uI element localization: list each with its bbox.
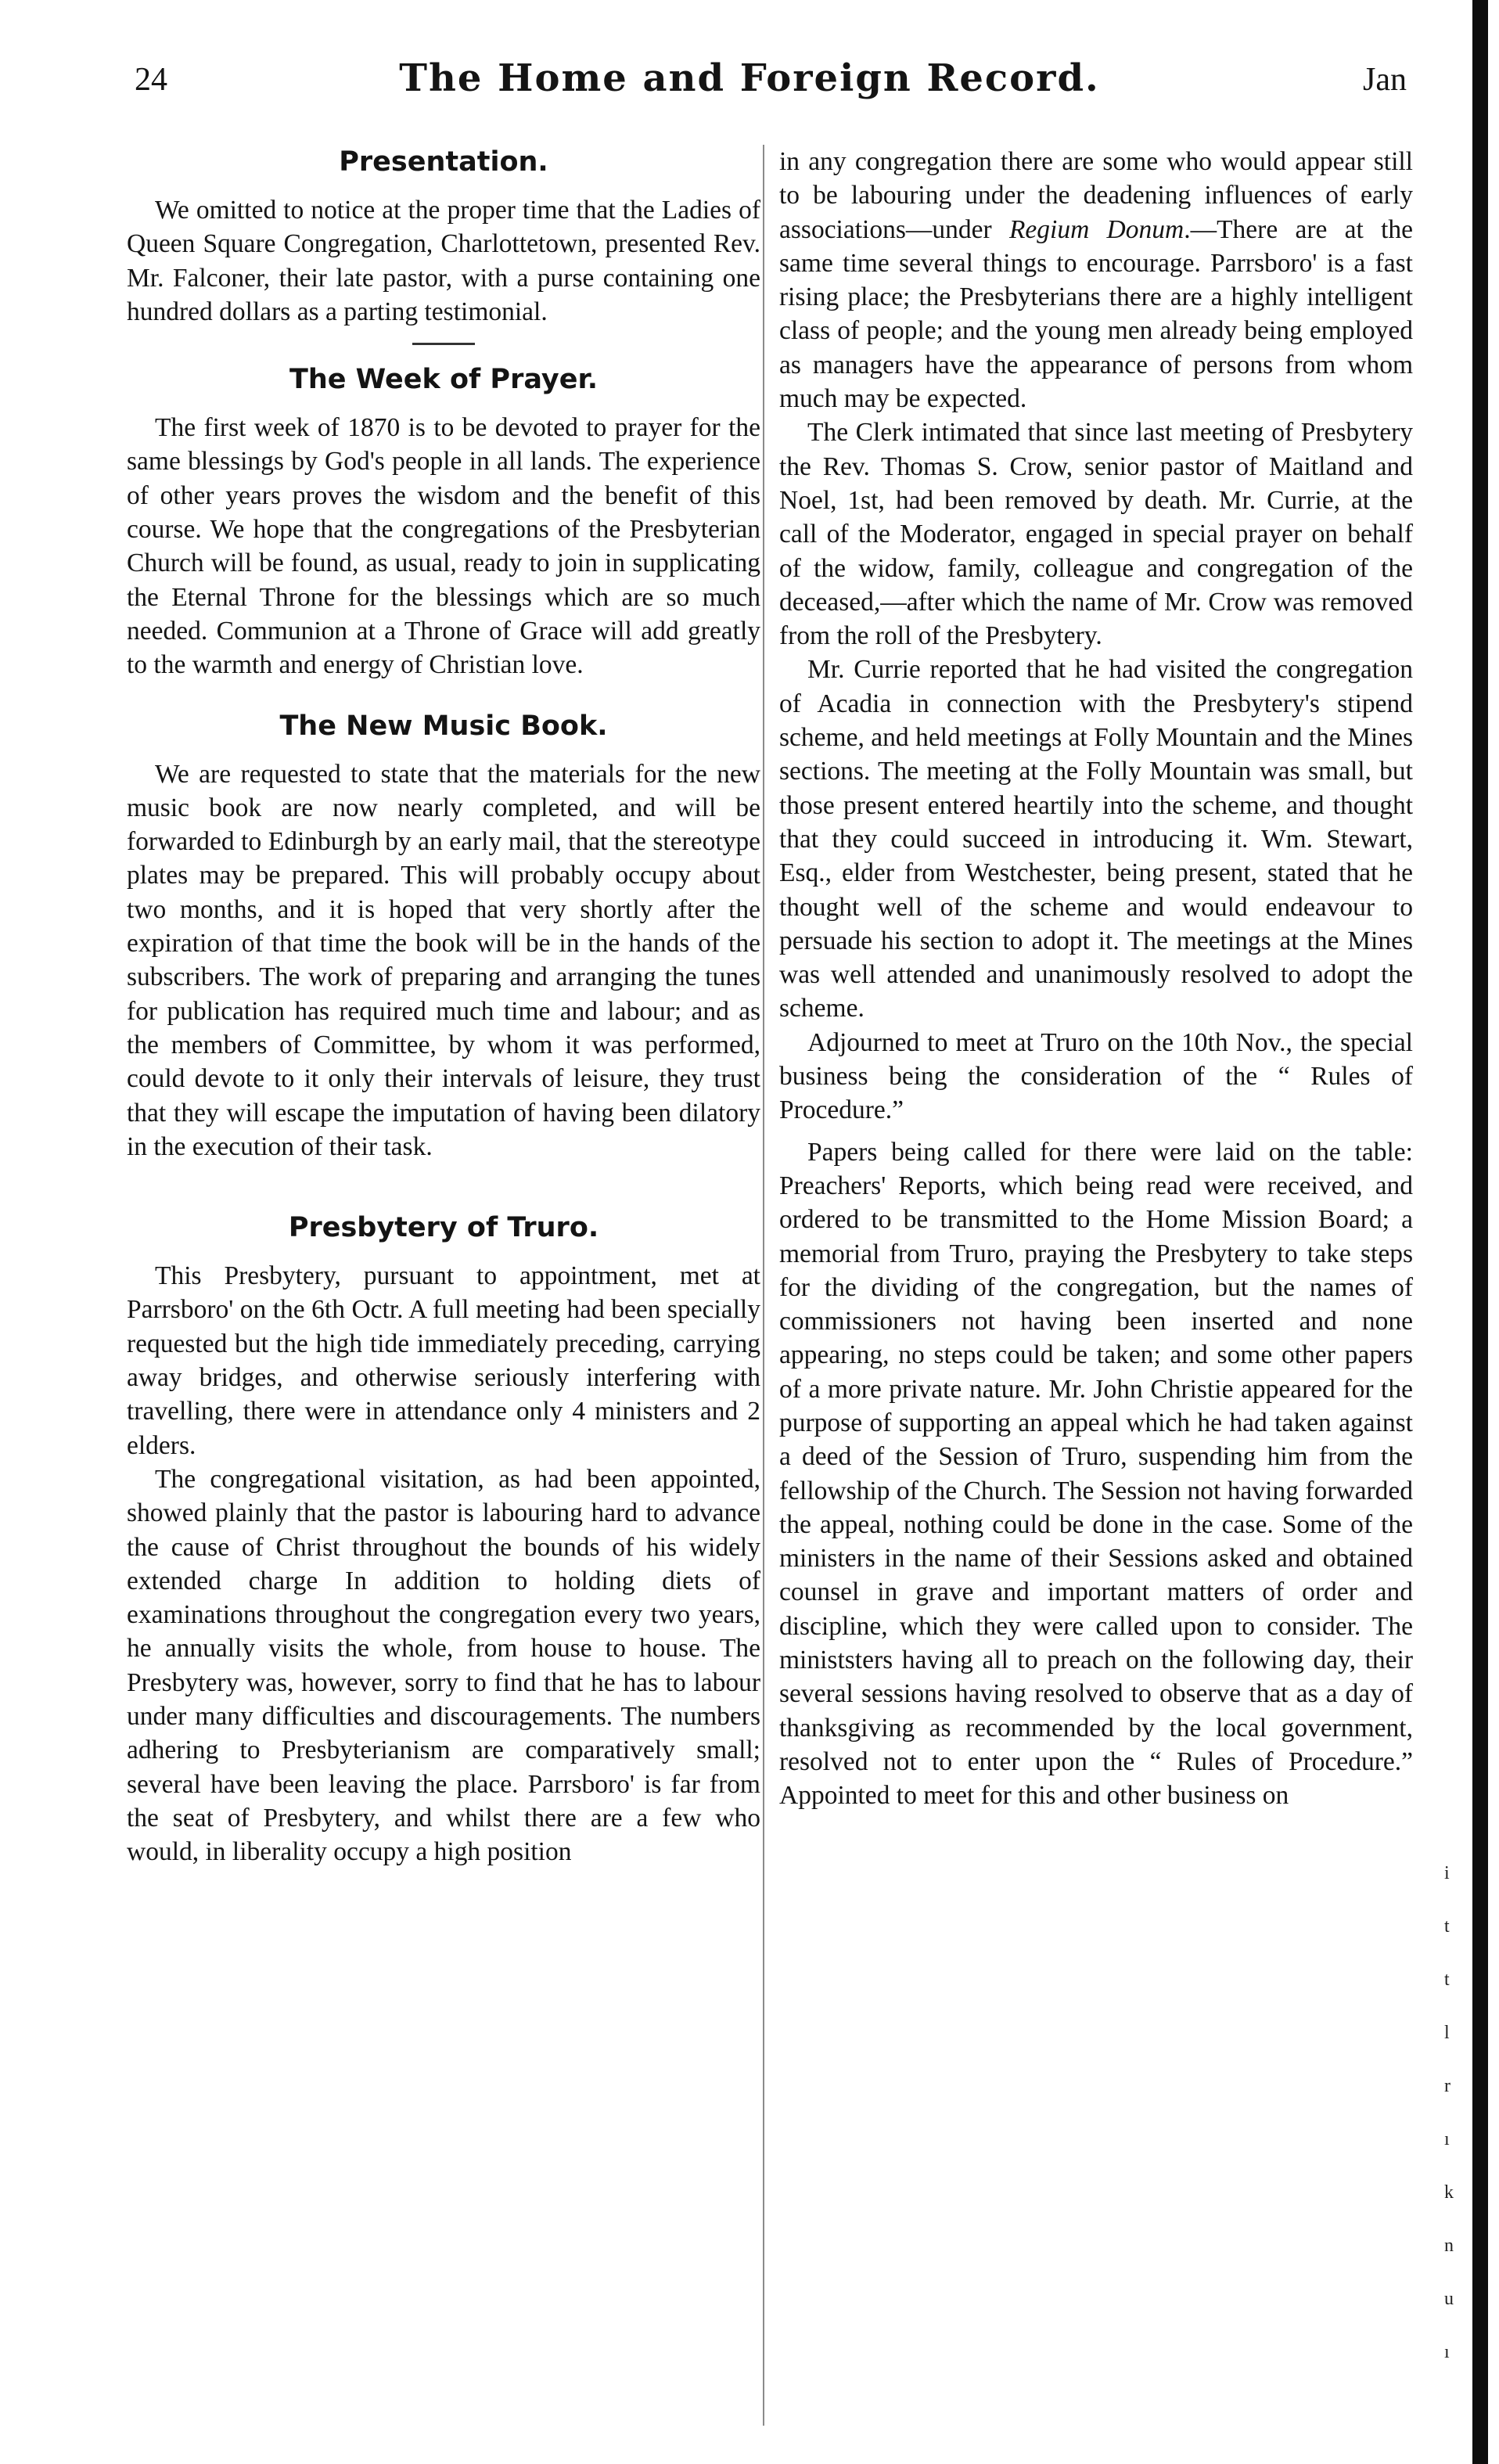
binding-edge bbox=[1472, 0, 1488, 2464]
truro-heading: Presbytery of Truro. bbox=[288, 1212, 599, 1244]
continuation-text-a: in any congregation there are some who would appear still to be labouring under the deadening influences of early associations—under bbox=[779, 147, 1413, 244]
presentation-paragraph: We omitted to notice at the proper time that the Ladies of Queen Square Congregation, Charlottetown, presented Rev. Mr. Falconer, their late pastor, with a purse containing one hundred dollars as a parting testimonial. bbox=[127, 196, 760, 326]
journal-title: The Home and Foreign Record. bbox=[399, 56, 1100, 100]
margin-fragment: ı bbox=[1444, 2129, 1450, 2149]
page-header bbox=[0, 56, 1499, 116]
right-column bbox=[779, 145, 1413, 1813]
margin-fragment: n bbox=[1444, 2236, 1454, 2256]
margin-fragment: u bbox=[1444, 2289, 1454, 2309]
regium-donum: Regium Donum bbox=[1008, 214, 1184, 244]
column-rule bbox=[763, 145, 764, 2426]
truro-continuation bbox=[779, 145, 1413, 415]
week-of-prayer-heading: The Week of Prayer. bbox=[289, 364, 599, 396]
presentation-heading: Presentation. bbox=[339, 146, 548, 178]
truro-paragraph-2: The congregational visitation, as had been appointed, showed plainly that the pastor is labouring hard to advance the cause of Christ throughout the bounds of his widely extended charge In addition to holding diets of examinations throughout the congregation every two years, he annually visits the whole, from house to house. The Presbytery was, however, sorry to find that he has to labour under many difficulties and discouragements. The numbers adhering to Presbyterianism are comparatively small; several have been leaving the place. Parrsboro' is far from the seat of Presbytery, and whilst there are a few who would, in liberality occupy a high position bbox=[127, 1464, 760, 1867]
truro-paragraph-1: This Presbytery, pursuant to appointment, met at Parrsboro' on the 6th Octr. A full meeting had been specially requested but the high tide immediately preceding, carrying away bridges, and otherwise seriously interfering with travelling, there were in attendance only 4 ministers and 2 elders. bbox=[127, 1261, 760, 1460]
margin-fragment: t bbox=[1444, 1916, 1450, 1937]
truro-paragraph-6: Papers being called for there were laid on the table: Preachers' Reports, which being read were received, and ordered to be transmitted to the Home Mission Board; a memorial from Truro, praying the Presbytery to take steps for the dividing of the congregation, but the names of commissioners not having been inserted and none appearing, no steps could be taken; and some other papers of a more private nature. Mr. John Christie appeared for the purpose of supporting an appeal which he had taken against a deed of the Session of Truro, suspending him from the fellowship of the Church. The Session not having forwarded the appeal, nothing could be done in the case. Some of the ministers in the name of their Sessions asked and obtained counsel in grave and important matters of order and discipline, which they were called upon to consider. The ministsters having all to preach on the following day, their several sessions having resolved to observe that as a day of thanksgiving as recommended by the local government, resolved not to enter upon the “ Rules of Procedure.” Appointed to meet for this and other business on bbox=[779, 1137, 1413, 1811]
page-number: 24 bbox=[135, 62, 167, 98]
truro-paragraph-4: Mr. Currie reported that he had visited the congregation of Acadia in connection with the Presbytery's stipend scheme, and held meetings at Folly Mountain and the Mines sections. The meeting at the Folly Mountain was small, but those present entered heartily into the scheme, and thought that they could succeed in introducing it. Wm. Stewart, Esq., elder from Westchester, being present, stated that he thought well of the scheme and would endeavour to persuade his section to adopt it. The meetings at the Mines was well attended and unanimously resolved to adopt the scheme. bbox=[779, 655, 1413, 1023]
week-of-prayer-paragraph: The first week of 1870 is to be devoted to prayer for the same blessings by God's people in all lands. The experience of other years proves the wisdom and the benefit of this course. We hope that the congregations of the Presbyterian Church will be found, as usual, ready to join in supplicating the Eternal Throne for the blessings which are so much needed. Communion at a Throne of Grace will add greatly to the warmth and energy of Christian love. bbox=[127, 413, 760, 680]
margin-fragment: r bbox=[1444, 2076, 1450, 2096]
issue-month: Jan bbox=[1363, 62, 1407, 98]
truro-paragraph-3: The Clerk intimated that since last meeting of Presbytery the Rev. Thomas S. Crow, senior pastor of Maitland and Noel, 1st, had been removed by death. Mr. Currie, at the call of the Moderator, engaged in special prayer on behalf of the widow, family, colleague and congregation of the deceased,—after which the name of Mr. Crow was removed from the roll of the Presbytery. bbox=[779, 418, 1413, 651]
truro-paragraph-5: Adjourned to meet at Truro on the 10th Nov., the special business being the consideration of the “ Rules of Procedure.” bbox=[779, 1027, 1413, 1125]
margin-fragment: i bbox=[1444, 1863, 1450, 1883]
continuation-text-b: .—There are at the same time several things to encourage. Parrsboro' is a fast rising place; the Presbyterians there are a highly intelligent class of people; and the young men already being employed as managers have the appearance of persons from whom much may be expected. bbox=[779, 214, 1414, 414]
section-divider bbox=[412, 343, 475, 345]
margin-fragment: ı bbox=[1444, 2342, 1450, 2362]
margin-fragment: k bbox=[1444, 2182, 1454, 2203]
margin-fragment: l bbox=[1444, 2023, 1450, 2043]
left-column bbox=[127, 145, 760, 1869]
music-book-heading: The New Music Book. bbox=[279, 710, 608, 742]
margin-fragments bbox=[1444, 1847, 1468, 2394]
margin-fragment: t bbox=[1444, 1969, 1450, 1990]
music-book-paragraph: We are requested to state that the materials for the new music book are now nearly completed, and will be forwarded to Edinburgh by an early mail, that the stereotype plates may be prepared. This will probably occupy about two months, and it is hoped that very shortly after the expiration of that time the book will be in the hands of the subscribers. The work of preparing and arranging the tunes for publication has required much time and labour; and as the members of Committee, by whom it was performed, could devote to it only their intervals of leisure, they trust that they will escape the imputation of having been dilatory in the execution of their task. bbox=[127, 759, 760, 1161]
